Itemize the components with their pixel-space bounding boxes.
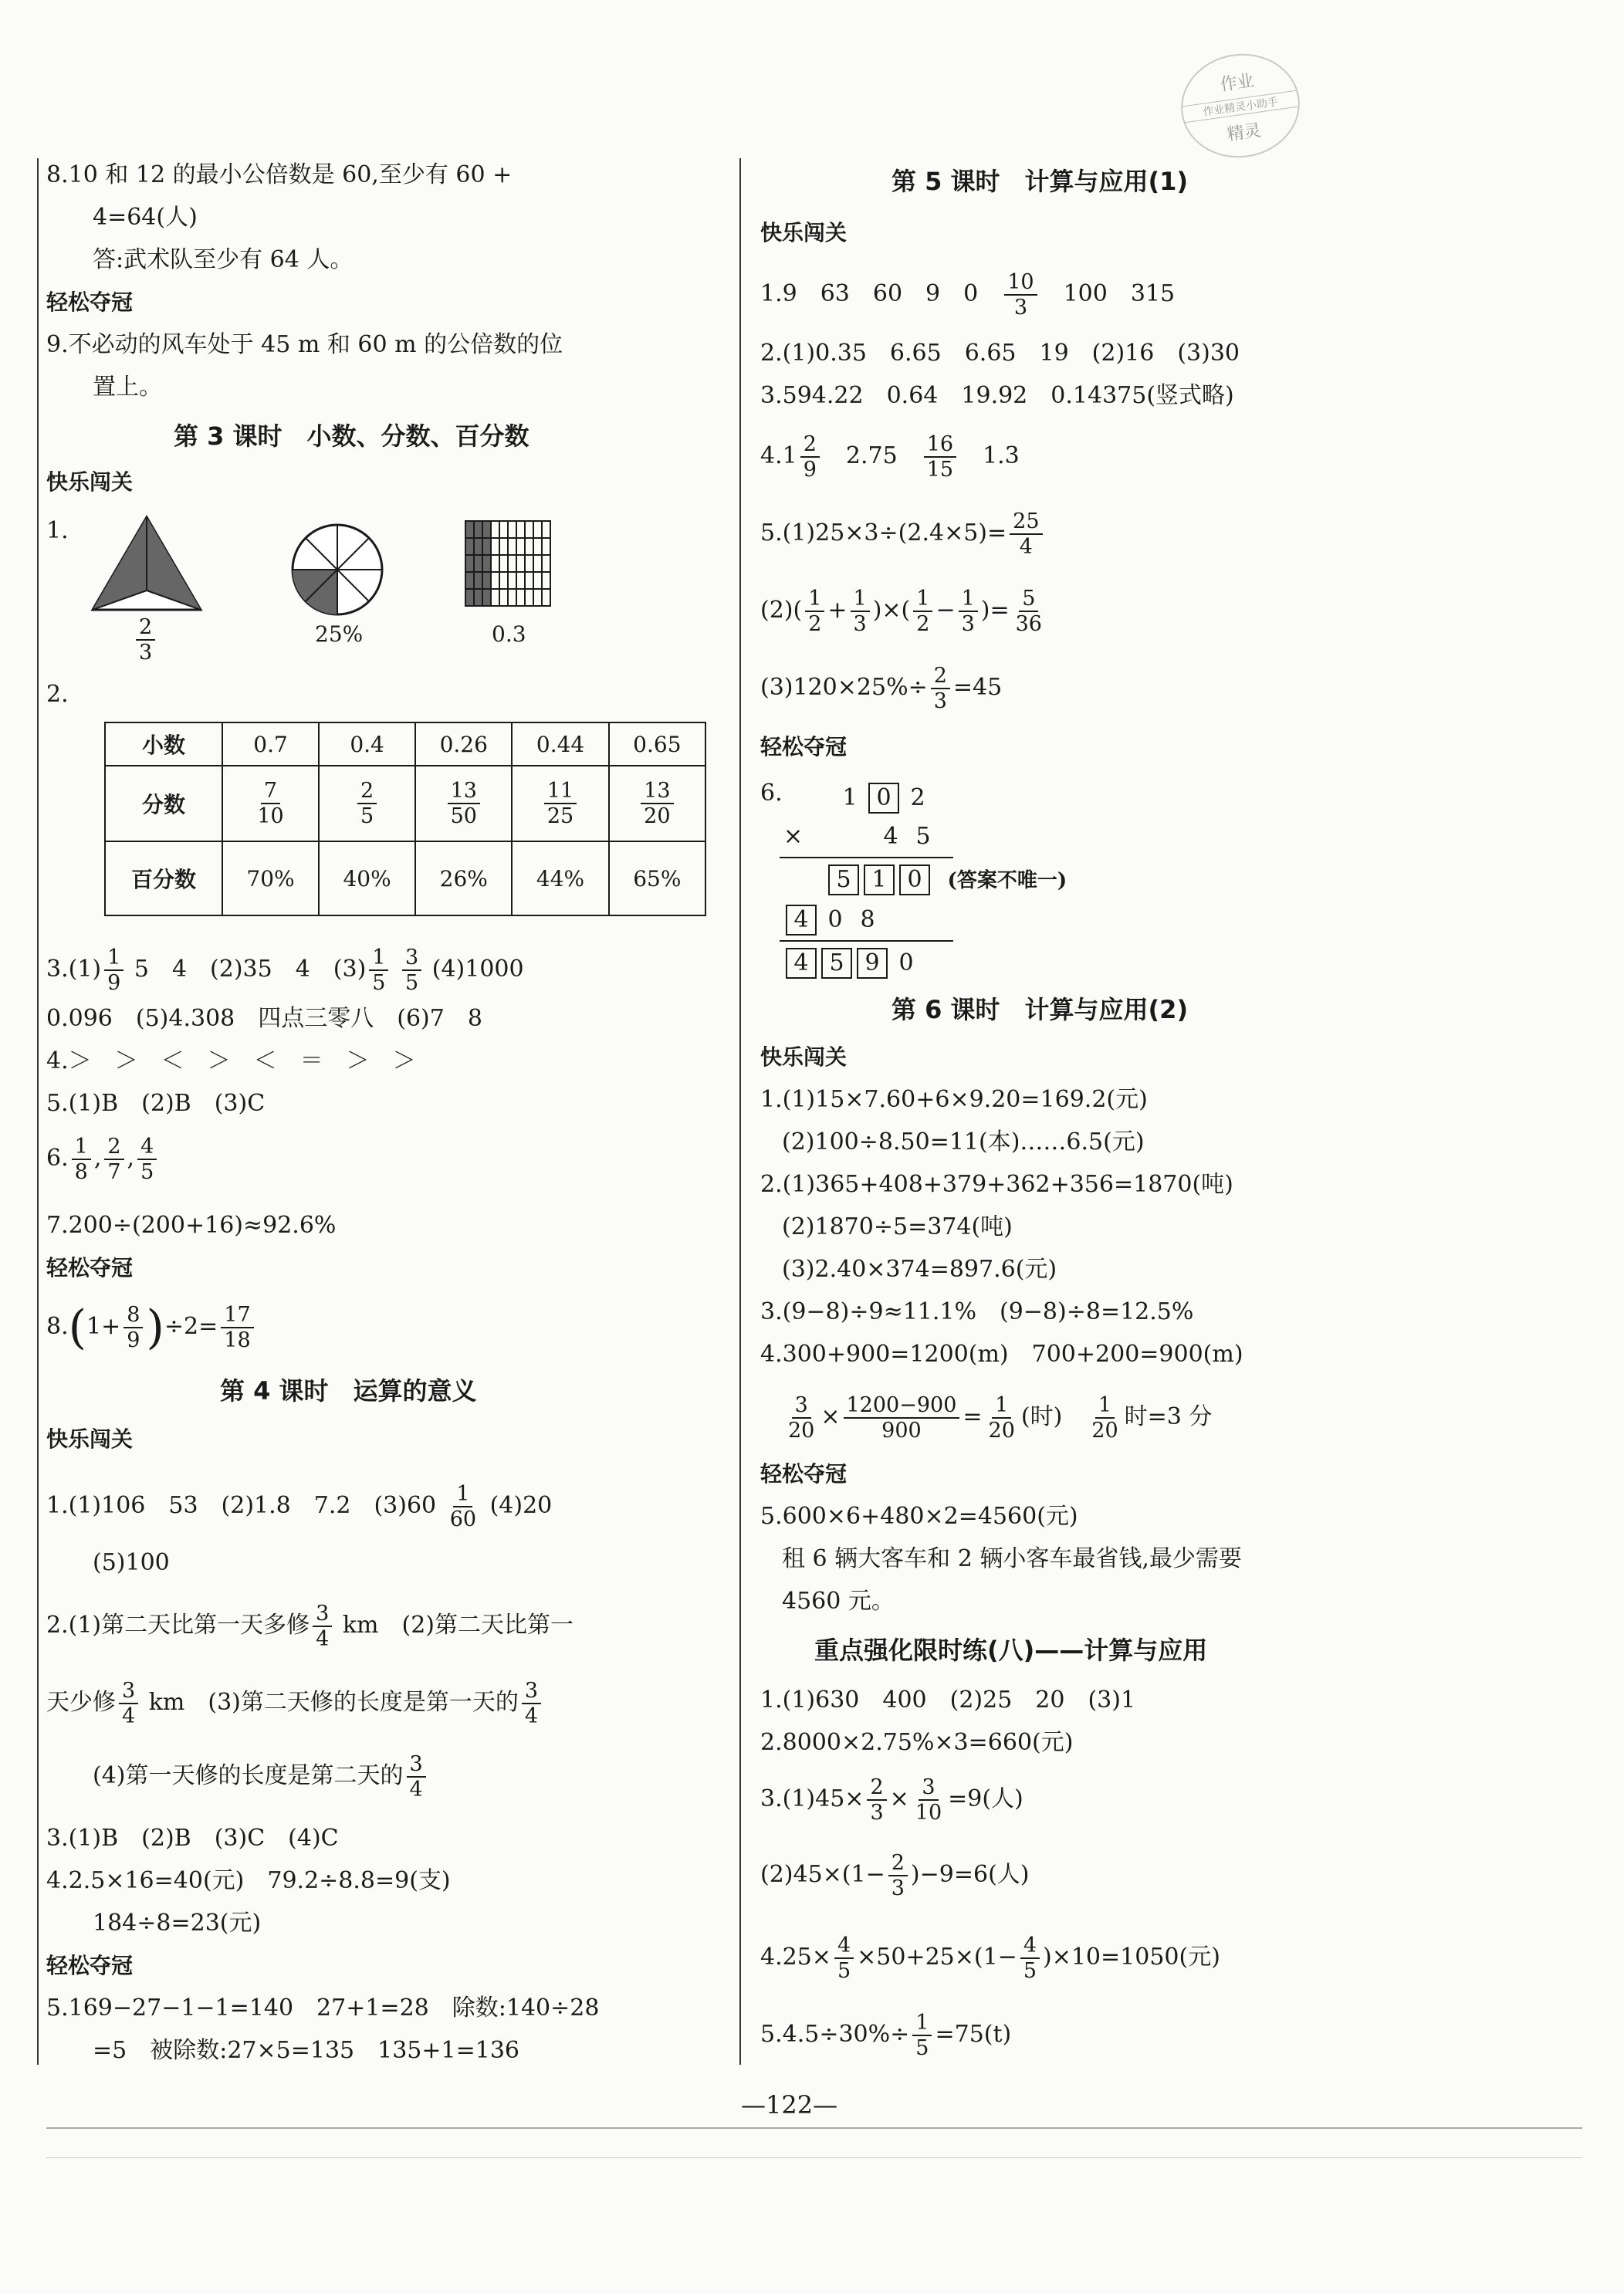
q8-line2: 4=64(人) (93, 204, 198, 231)
q8-answer: 答:武术队至少有 64 人。 (93, 246, 354, 273)
decimal-cell: 0.4 (319, 722, 415, 766)
q2-label: 2. (46, 681, 69, 708)
percent-cell: 40% (319, 841, 415, 915)
circle-label: 25% (315, 621, 364, 647)
section-qsdg-3: 轻松夺冠 (46, 1953, 134, 1978)
left-margin-line (37, 158, 39, 2065)
stamp-mid: 作业精灵小助手 (1182, 90, 1299, 123)
l6q1-line2: (2)100÷8.50=11(本)……6.5(元) (782, 1128, 1145, 1155)
triangle-label: $\frac{2}{3}$ (133, 615, 158, 665)
l4q1-line2: (5)100 (93, 1549, 170, 1576)
section-qsdg-1: 轻松夺冠 (46, 289, 134, 315)
stamp-top: 作业 (1219, 71, 1256, 96)
column-divider (739, 158, 741, 2065)
d3-2: (2)45×(1− $\frac{2}{3}$ )−9=6(人) (760, 1851, 1030, 1900)
left-column (46, 0, 726, 2084)
q1-label: 1. (46, 517, 69, 544)
r-q2: 2.(1)0.35 6.65 6.65 19 (2)16 (3)30 (760, 340, 1240, 367)
l6q1-line1: 1.(1)15×7.60+6×9.20=169.2(元) (760, 1086, 1148, 1113)
r-q5-3: (3)120×25%÷ $\frac{2}{3}$ =45 (760, 664, 1003, 713)
section-qsdg-1-right: 轻松夺冠 (760, 734, 848, 760)
lesson5-title: 第 5 课时 计算与应用(1) (892, 167, 1189, 196)
section-qsdg-2-right: 轻松夺冠 (760, 1461, 848, 1487)
row-header-fraction: 分数 (105, 766, 222, 841)
row-header-percent: 百分数 (105, 841, 222, 915)
l6q2-line3: (3)2.40×374=897.6(元) (782, 1256, 1057, 1283)
footer-rule-2 (46, 2157, 1582, 2158)
page-number: —122— (741, 2090, 838, 2120)
l4q1-line1: 1.(1)106 53 (2)1.8 7.2 (3)60 $\frac{1}{60}$ (4)20 (46, 1482, 553, 1531)
mult-rule2 (780, 940, 953, 942)
mult-row2: × 4 5 (783, 823, 931, 850)
section-klcg-2-right: 快乐闯关 (760, 1044, 848, 1070)
fraction-cell: $\frac{13}{50}$ (415, 766, 512, 841)
right-column (760, 0, 1440, 2084)
percent-cell: 26% (415, 841, 512, 915)
l6q4-line2: $\frac{3}{20}$ × $\frac{1200-900}{900}$ = $\frac{1}{20}$ (时) $\frac{1}{20}$ 时=3 分 (788, 1393, 1213, 1443)
grid-figure (463, 519, 553, 608)
decimal-cell: 0.26 (415, 722, 512, 766)
d5: 5.4.5÷30%÷ $\frac{1}{5}$ =75(t) (760, 2011, 1012, 2060)
fraction-cell: $\frac{2}{5}$ (319, 766, 415, 841)
triangle-figure (89, 513, 205, 615)
l4q4-line1: 4.2.5×16=40(元) 79.2÷8.8=9(支) (46, 1867, 451, 1894)
q5: 5.(1)B (2)B (3)C (46, 1090, 266, 1117)
stamp-bot: 精灵 (1226, 120, 1263, 145)
l6q4-line1: 4.300+900=1200(m) 700+200=900(m) (760, 1341, 1243, 1368)
q8-line1: 8.10 和 12 的最小公倍数是 60,至少有 60 + (46, 161, 513, 188)
q6: 6. $\frac{1}{8}$ , $\frac{2}{7}$ , $\frac{4}{5}$ (46, 1135, 160, 1184)
d2: 2.8000×2.75%×3=660(元) (760, 1729, 1074, 1756)
mult-row5: 4 5 9 0 (783, 946, 922, 980)
r-q5-1: 5.(1)25×3÷(2.4×5)= $\frac{25}{4}$ (760, 509, 1046, 559)
mult-rule1 (780, 857, 953, 858)
section-klcg-1: 快乐闯关 (46, 469, 134, 495)
q7: 7.200÷(200+16)≈92.6% (46, 1212, 337, 1239)
row-header-decimal: 小数 (105, 722, 222, 766)
d4: 4.25× $\frac{4}{5}$ ×50+25×(1− $\frac{4}{5}$ )×10=1050(元) (760, 1934, 1220, 1983)
conversion-table (104, 722, 706, 916)
decimal-cell: 0.7 (222, 722, 319, 766)
q9-line2: 置上。 (93, 374, 162, 401)
q9-line1: 9.不必动的风车处于 45 m 和 60 m 的公倍数的位 (46, 331, 563, 358)
d3-1: 3.(1)45× $\frac{2}{3}$ × $\frac{3}{10}$ =9(人) (760, 1775, 1023, 1825)
l4q2-line3: (4)第一天修的长度是第二天的 $\frac{3}{4}$ (93, 1752, 429, 1802)
l4q2-line2: 天少修 $\frac{3}{4}$ km (3)第二天修的长度是第一天的 $\frac{3}{4}$ (46, 1679, 544, 1728)
fraction-cell: $\frac{13}{20}$ (609, 766, 705, 841)
d1: 1.(1)630 400 (2)25 20 (3)1 (760, 1687, 1136, 1714)
q3-line2: 0.096 (5)4.308 四点三零八 (6)7 8 (46, 1005, 482, 1032)
r-q6-label: 6. (760, 780, 783, 807)
section-klcg-2: 快乐闯关 (46, 1426, 134, 1452)
lesson4-title: 第 4 课时 运算的意义 (220, 1376, 477, 1406)
q8b: 8.(1+ $\frac{8}{9}$ )÷2= $\frac{17}{18}$ (46, 1303, 257, 1352)
l4q2-line1: 2.(1)第二天比第一天多修 $\frac{3}{4}$ km (2)第二天比第一 (46, 1602, 573, 1651)
l6q3: 3.(9−8)÷9≈11.1% (9−8)÷8=12.5% (760, 1298, 1194, 1325)
l6q2-line1: 2.(1)365+408+379+362+356=1870(吨) (760, 1171, 1233, 1198)
l6q5-line3: 4560 元。 (782, 1588, 895, 1615)
section-qsdg-2: 轻松夺冠 (46, 1255, 134, 1281)
mult-row1: 1 0 2 (834, 781, 934, 815)
r-q5-2: (2)( $\frac{1}{2}$ + $\frac{1}{3}$ )×( $\frac{1}{2}$ − $\frac{1}{3}$ )= $\frac{5}{36}$ (760, 587, 1042, 636)
decimal-cell: 0.44 (512, 722, 608, 766)
l6q2-line2: (2)1870÷5=374(吨) (782, 1213, 1013, 1240)
lesson6-title: 第 6 课时 计算与应用(2) (892, 995, 1189, 1024)
l6q5-line2: 租 6 辆大客车和 2 辆小客车最省钱,最少需要 (782, 1545, 1242, 1572)
mult-row3: 5 1 0 (答案不唯一) (826, 863, 1067, 898)
l6q5-line1: 5.600×6+480×2=4560(元) (760, 1503, 1078, 1530)
r-q1: 1.9 63 60 9 0 $\frac{10}{3}$ 100 315 (760, 270, 1176, 320)
r-q3: 3.594.22 0.64 19.92 0.14375(竖式略) (760, 382, 1234, 409)
decimal-cell: 0.65 (609, 722, 705, 766)
r-q4: 4.1 $\frac{2}{9}$ 2.75 $\frac{16}{15}$ 1.3 (760, 432, 1020, 482)
circle-figure (289, 522, 385, 617)
percent-cell: 65% (609, 841, 705, 915)
mult-row4: 4 0 8 (783, 903, 884, 937)
fraction-cell: $\frac{11}{25}$ (512, 766, 608, 841)
grid-label: 0.3 (492, 621, 526, 647)
l4q5-line2: =5 被除数:27×5=135 135+1=136 (93, 2037, 520, 2064)
l4q3: 3.(1)B (2)B (3)C (4)C (46, 1825, 339, 1852)
l4q5-line1: 5.169−27−1−1=140 27+1=28 除数:140÷28 (46, 1995, 600, 2022)
fraction-cell: $\frac{7}{10}$ (222, 766, 319, 841)
drill-title: 重点强化限时练(八)——计算与应用 (814, 1636, 1208, 1665)
q3-line1: 3.(1) $\frac{1}{9}$ 5 4 (2)35 4 (3) $\frac{1}{5}$ $\frac{3}{5}$ (4)1000 (46, 946, 524, 995)
section-klcg-1-right: 快乐闯关 (760, 220, 848, 245)
percent-cell: 44% (512, 841, 608, 915)
percent-cell: 70% (222, 841, 319, 915)
l4q4-line2: 184÷8=23(元) (93, 1910, 262, 1937)
lesson3-title: 第 3 课时 小数、分数、百分数 (174, 421, 529, 451)
q4: 4.＞ ＞ ＜ ＞ ＜ ＝ ＞ ＞ (46, 1047, 416, 1074)
footer-rule (46, 2127, 1582, 2129)
